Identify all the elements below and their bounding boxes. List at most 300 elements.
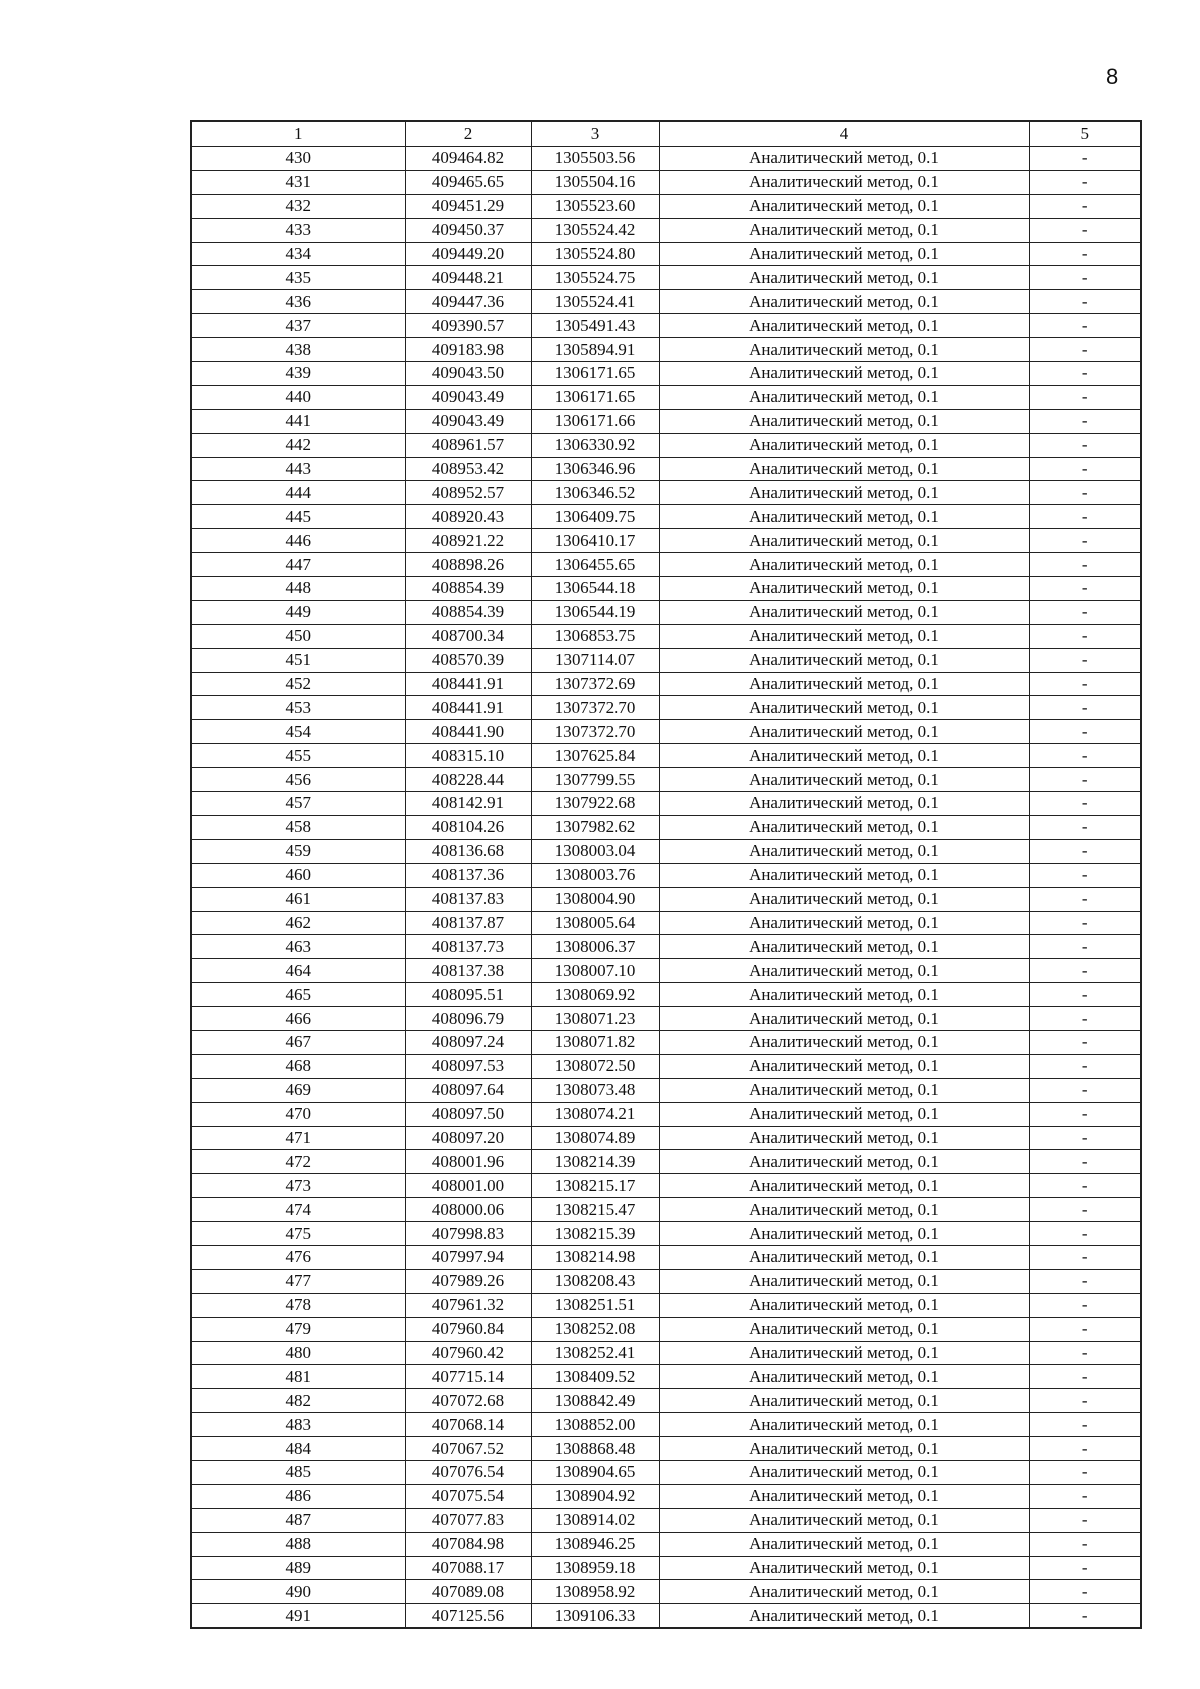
table-row xyxy=(191,1580,1141,1604)
cell-x-coordinate: 408097.20 xyxy=(405,1126,531,1150)
cell-method: Аналитический метод, 0.1 xyxy=(659,194,1029,218)
cell-y-coordinate: 1305894.91 xyxy=(531,338,659,362)
cell-y-coordinate: 1306455.65 xyxy=(531,553,659,577)
table-row xyxy=(191,170,1141,194)
cell-note: - xyxy=(1029,1532,1141,1556)
cell-x-coordinate: 408854.39 xyxy=(405,600,531,624)
cell-method: Аналитический метод, 0.1 xyxy=(659,935,1029,959)
cell-y-coordinate: 1306346.52 xyxy=(531,481,659,505)
table-row xyxy=(191,529,1141,553)
table-row xyxy=(191,1030,1141,1054)
table-row xyxy=(191,792,1141,816)
cell-method: Аналитический метод, 0.1 xyxy=(659,1269,1029,1293)
cell-y-coordinate: 1308071.23 xyxy=(531,1007,659,1031)
cell-note: - xyxy=(1029,242,1141,266)
cell-y-coordinate: 1308003.04 xyxy=(531,839,659,863)
cell-point-number: 444 xyxy=(191,481,405,505)
cell-method: Аналитический метод, 0.1 xyxy=(659,672,1029,696)
cell-x-coordinate: 407715.14 xyxy=(405,1365,531,1389)
cell-note: - xyxy=(1029,505,1141,529)
cell-note: - xyxy=(1029,1078,1141,1102)
cell-point-number: 480 xyxy=(191,1341,405,1365)
table-row xyxy=(191,242,1141,266)
cell-point-number: 481 xyxy=(191,1365,405,1389)
cell-point-number: 450 xyxy=(191,624,405,648)
cell-note: - xyxy=(1029,1437,1141,1461)
page-number: 8 xyxy=(1106,64,1119,89)
cell-method: Аналитический метод, 0.1 xyxy=(659,648,1029,672)
cell-y-coordinate: 1308214.39 xyxy=(531,1150,659,1174)
cell-method: Аналитический метод, 0.1 xyxy=(659,409,1029,433)
cell-note: - xyxy=(1029,362,1141,386)
cell-note: - xyxy=(1029,1580,1141,1604)
cell-y-coordinate: 1308069.92 xyxy=(531,983,659,1007)
cell-point-number: 467 xyxy=(191,1030,405,1054)
cell-x-coordinate: 408137.38 xyxy=(405,959,531,983)
table-row xyxy=(191,624,1141,648)
cell-point-number: 473 xyxy=(191,1174,405,1198)
table-row xyxy=(191,457,1141,481)
cell-method: Аналитический метод, 0.1 xyxy=(659,1054,1029,1078)
table-row xyxy=(191,409,1141,433)
cell-x-coordinate: 408921.22 xyxy=(405,529,531,553)
cell-y-coordinate: 1307114.07 xyxy=(531,648,659,672)
cell-method: Аналитический метод, 0.1 xyxy=(659,1007,1029,1031)
cell-note: - xyxy=(1029,314,1141,338)
cell-point-number: 441 xyxy=(191,409,405,433)
cell-point-number: 440 xyxy=(191,385,405,409)
cell-note: - xyxy=(1029,1174,1141,1198)
cell-y-coordinate: 1305524.42 xyxy=(531,218,659,242)
cell-x-coordinate: 408315.10 xyxy=(405,744,531,768)
cell-method: Аналитический метод, 0.1 xyxy=(659,505,1029,529)
cell-x-coordinate: 409183.98 xyxy=(405,338,531,362)
cell-note: - xyxy=(1029,529,1141,553)
cell-x-coordinate: 407989.26 xyxy=(405,1269,531,1293)
cell-y-coordinate: 1308074.21 xyxy=(531,1102,659,1126)
cell-method: Аналитический метод, 0.1 xyxy=(659,290,1029,314)
cell-point-number: 461 xyxy=(191,887,405,911)
cell-note: - xyxy=(1029,887,1141,911)
cell-method: Аналитический метод, 0.1 xyxy=(659,218,1029,242)
cell-x-coordinate: 408228.44 xyxy=(405,768,531,792)
cell-x-coordinate: 409464.82 xyxy=(405,147,531,171)
cell-note: - xyxy=(1029,1054,1141,1078)
cell-y-coordinate: 1305503.56 xyxy=(531,147,659,171)
cell-y-coordinate: 1306853.75 xyxy=(531,624,659,648)
cell-note: - xyxy=(1029,696,1141,720)
cell-y-coordinate: 1308959.18 xyxy=(531,1556,659,1580)
cell-method: Аналитический метод, 0.1 xyxy=(659,1341,1029,1365)
table-row xyxy=(191,1508,1141,1532)
cell-note: - xyxy=(1029,1102,1141,1126)
cell-point-number: 486 xyxy=(191,1484,405,1508)
cell-y-coordinate: 1306330.92 xyxy=(531,433,659,457)
table-row xyxy=(191,839,1141,863)
cell-x-coordinate: 407089.08 xyxy=(405,1580,531,1604)
table-row xyxy=(191,815,1141,839)
cell-note: - xyxy=(1029,147,1141,171)
table-row xyxy=(191,1078,1141,1102)
table-row xyxy=(191,1484,1141,1508)
cell-note: - xyxy=(1029,744,1141,768)
cell-note: - xyxy=(1029,218,1141,242)
cell-point-number: 455 xyxy=(191,744,405,768)
cell-point-number: 471 xyxy=(191,1126,405,1150)
cell-point-number: 483 xyxy=(191,1413,405,1437)
header-y-coordinate: 3 xyxy=(531,121,659,147)
table-row xyxy=(191,672,1141,696)
cell-note: - xyxy=(1029,1365,1141,1389)
cell-y-coordinate: 1306544.19 xyxy=(531,600,659,624)
table-row xyxy=(191,1150,1141,1174)
cell-y-coordinate: 1308071.82 xyxy=(531,1030,659,1054)
cell-x-coordinate: 408097.53 xyxy=(405,1054,531,1078)
cell-y-coordinate: 1308003.76 xyxy=(531,863,659,887)
cell-method: Аналитический метод, 0.1 xyxy=(659,553,1029,577)
cell-method: Аналитический метод, 0.1 xyxy=(659,815,1029,839)
cell-method: Аналитический метод, 0.1 xyxy=(659,338,1029,362)
cell-y-coordinate: 1308904.65 xyxy=(531,1460,659,1484)
cell-note: - xyxy=(1029,672,1141,696)
cell-method: Аналитический метод, 0.1 xyxy=(659,433,1029,457)
cell-x-coordinate: 407125.56 xyxy=(405,1604,531,1628)
cell-x-coordinate: 408570.39 xyxy=(405,648,531,672)
table-row xyxy=(191,314,1141,338)
cell-note: - xyxy=(1029,1460,1141,1484)
cell-x-coordinate: 409451.29 xyxy=(405,194,531,218)
cell-x-coordinate: 407072.68 xyxy=(405,1389,531,1413)
cell-x-coordinate: 408441.90 xyxy=(405,720,531,744)
cell-y-coordinate: 1308958.92 xyxy=(531,1580,659,1604)
cell-method: Аналитический метод, 0.1 xyxy=(659,744,1029,768)
table-row xyxy=(191,266,1141,290)
table-row xyxy=(191,600,1141,624)
cell-y-coordinate: 1307799.55 xyxy=(531,768,659,792)
table-row xyxy=(191,1317,1141,1341)
cell-point-number: 459 xyxy=(191,839,405,863)
cell-point-number: 449 xyxy=(191,600,405,624)
cell-method: Аналитический метод, 0.1 xyxy=(659,1556,1029,1580)
table-row xyxy=(191,218,1141,242)
cell-method: Аналитический метод, 0.1 xyxy=(659,242,1029,266)
cell-y-coordinate: 1308914.02 xyxy=(531,1508,659,1532)
cell-point-number: 445 xyxy=(191,505,405,529)
cell-note: - xyxy=(1029,1389,1141,1413)
cell-y-coordinate: 1306409.75 xyxy=(531,505,659,529)
cell-x-coordinate: 408953.42 xyxy=(405,457,531,481)
cell-point-number: 487 xyxy=(191,1508,405,1532)
cell-y-coordinate: 1308005.64 xyxy=(531,911,659,935)
cell-point-number: 484 xyxy=(191,1437,405,1461)
table-row xyxy=(191,744,1141,768)
cell-method: Аналитический метод, 0.1 xyxy=(659,1460,1029,1484)
header-note: 5 xyxy=(1029,121,1141,147)
cell-point-number: 490 xyxy=(191,1580,405,1604)
cell-method: Аналитический метод, 0.1 xyxy=(659,792,1029,816)
cell-x-coordinate: 408095.51 xyxy=(405,983,531,1007)
cell-point-number: 468 xyxy=(191,1054,405,1078)
cell-x-coordinate: 407088.17 xyxy=(405,1556,531,1580)
table-row xyxy=(191,1460,1141,1484)
cell-y-coordinate: 1307372.70 xyxy=(531,696,659,720)
cell-note: - xyxy=(1029,935,1141,959)
cell-note: - xyxy=(1029,1269,1141,1293)
cell-x-coordinate: 407998.83 xyxy=(405,1222,531,1246)
cell-method: Аналитический метод, 0.1 xyxy=(659,1150,1029,1174)
cell-y-coordinate: 1306171.65 xyxy=(531,385,659,409)
cell-x-coordinate: 408001.96 xyxy=(405,1150,531,1174)
cell-x-coordinate: 407076.54 xyxy=(405,1460,531,1484)
cell-method: Аналитический метод, 0.1 xyxy=(659,1508,1029,1532)
cell-point-number: 434 xyxy=(191,242,405,266)
cell-method: Аналитический метод, 0.1 xyxy=(659,887,1029,911)
cell-method: Аналитический метод, 0.1 xyxy=(659,577,1029,601)
cell-x-coordinate: 408136.68 xyxy=(405,839,531,863)
cell-x-coordinate: 408441.91 xyxy=(405,672,531,696)
cell-y-coordinate: 1307372.69 xyxy=(531,672,659,696)
cell-x-coordinate: 408096.79 xyxy=(405,1007,531,1031)
cell-y-coordinate: 1306171.66 xyxy=(531,409,659,433)
cell-y-coordinate: 1307625.84 xyxy=(531,744,659,768)
cell-method: Аналитический метод, 0.1 xyxy=(659,1365,1029,1389)
cell-point-number: 447 xyxy=(191,553,405,577)
table-header-row xyxy=(191,121,1141,147)
cell-x-coordinate: 407075.54 xyxy=(405,1484,531,1508)
cell-x-coordinate: 408898.26 xyxy=(405,553,531,577)
cell-x-coordinate: 408920.43 xyxy=(405,505,531,529)
cell-y-coordinate: 1308215.47 xyxy=(531,1198,659,1222)
cell-point-number: 432 xyxy=(191,194,405,218)
cell-y-coordinate: 1308215.39 xyxy=(531,1222,659,1246)
cell-method: Аналитический метод, 0.1 xyxy=(659,385,1029,409)
cell-method: Аналитический метод, 0.1 xyxy=(659,1245,1029,1269)
cell-y-coordinate: 1308252.41 xyxy=(531,1341,659,1365)
cell-point-number: 431 xyxy=(191,170,405,194)
cell-y-coordinate: 1305524.80 xyxy=(531,242,659,266)
cell-note: - xyxy=(1029,1604,1141,1628)
cell-y-coordinate: 1305524.75 xyxy=(531,266,659,290)
cell-method: Аналитический метод, 0.1 xyxy=(659,839,1029,863)
table-row xyxy=(191,648,1141,672)
cell-y-coordinate: 1306544.18 xyxy=(531,577,659,601)
cell-note: - xyxy=(1029,1150,1141,1174)
cell-x-coordinate: 408137.36 xyxy=(405,863,531,887)
cell-x-coordinate: 408097.64 xyxy=(405,1078,531,1102)
cell-note: - xyxy=(1029,959,1141,983)
table-row xyxy=(191,1389,1141,1413)
cell-point-number: 446 xyxy=(191,529,405,553)
cell-x-coordinate: 407997.94 xyxy=(405,1245,531,1269)
cell-method: Аналитический метод, 0.1 xyxy=(659,266,1029,290)
cell-point-number: 475 xyxy=(191,1222,405,1246)
cell-y-coordinate: 1308073.48 xyxy=(531,1078,659,1102)
table-row xyxy=(191,194,1141,218)
cell-y-coordinate: 1308006.37 xyxy=(531,935,659,959)
cell-point-number: 472 xyxy=(191,1150,405,1174)
cell-note: - xyxy=(1029,1556,1141,1580)
cell-x-coordinate: 409043.50 xyxy=(405,362,531,386)
table-row xyxy=(191,362,1141,386)
cell-point-number: 488 xyxy=(191,1532,405,1556)
cell-point-number: 457 xyxy=(191,792,405,816)
cell-note: - xyxy=(1029,194,1141,218)
table-body xyxy=(191,147,1141,1629)
cell-x-coordinate: 407084.98 xyxy=(405,1532,531,1556)
table-row xyxy=(191,935,1141,959)
cell-method: Аналитический метод, 0.1 xyxy=(659,1126,1029,1150)
cell-note: - xyxy=(1029,1341,1141,1365)
cell-point-number: 470 xyxy=(191,1102,405,1126)
table-row xyxy=(191,1007,1141,1031)
cell-note: - xyxy=(1029,1484,1141,1508)
cell-point-number: 482 xyxy=(191,1389,405,1413)
cell-y-coordinate: 1305523.60 xyxy=(531,194,659,218)
cell-point-number: 462 xyxy=(191,911,405,935)
cell-x-coordinate: 407960.84 xyxy=(405,1317,531,1341)
table-row xyxy=(191,911,1141,935)
cell-x-coordinate: 409390.57 xyxy=(405,314,531,338)
cell-point-number: 485 xyxy=(191,1460,405,1484)
cell-y-coordinate: 1308409.52 xyxy=(531,1365,659,1389)
cell-y-coordinate: 1309106.33 xyxy=(531,1604,659,1628)
table-row xyxy=(191,1413,1141,1437)
cell-method: Аналитический метод, 0.1 xyxy=(659,170,1029,194)
cell-note: - xyxy=(1029,1030,1141,1054)
cell-note: - xyxy=(1029,863,1141,887)
cell-method: Аналитический метод, 0.1 xyxy=(659,147,1029,171)
cell-method: Аналитический метод, 0.1 xyxy=(659,624,1029,648)
cell-note: - xyxy=(1029,720,1141,744)
table-row xyxy=(191,959,1141,983)
cell-y-coordinate: 1307922.68 xyxy=(531,792,659,816)
cell-x-coordinate: 409465.65 xyxy=(405,170,531,194)
table-row xyxy=(191,720,1141,744)
cell-x-coordinate: 408000.06 xyxy=(405,1198,531,1222)
cell-point-number: 443 xyxy=(191,457,405,481)
table-row xyxy=(191,433,1141,457)
cell-note: - xyxy=(1029,1198,1141,1222)
table-row xyxy=(191,577,1141,601)
cell-note: - xyxy=(1029,600,1141,624)
cell-method: Аналитический метод, 0.1 xyxy=(659,1437,1029,1461)
cell-point-number: 465 xyxy=(191,983,405,1007)
cell-y-coordinate: 1308214.98 xyxy=(531,1245,659,1269)
cell-note: - xyxy=(1029,457,1141,481)
cell-x-coordinate: 407077.83 xyxy=(405,1508,531,1532)
cell-method: Аналитический метод, 0.1 xyxy=(659,457,1029,481)
cell-x-coordinate: 409447.36 xyxy=(405,290,531,314)
cell-point-number: 479 xyxy=(191,1317,405,1341)
cell-note: - xyxy=(1029,1293,1141,1317)
table-row xyxy=(191,1437,1141,1461)
cell-x-coordinate: 407067.52 xyxy=(405,1437,531,1461)
cell-note: - xyxy=(1029,481,1141,505)
cell-method: Аналитический метод, 0.1 xyxy=(659,1413,1029,1437)
cell-x-coordinate: 408961.57 xyxy=(405,433,531,457)
cell-y-coordinate: 1308215.17 xyxy=(531,1174,659,1198)
table-row xyxy=(191,1293,1141,1317)
cell-point-number: 460 xyxy=(191,863,405,887)
cell-x-coordinate: 408104.26 xyxy=(405,815,531,839)
cell-y-coordinate: 1308252.08 xyxy=(531,1317,659,1341)
cell-method: Аналитический метод, 0.1 xyxy=(659,1222,1029,1246)
cell-point-number: 458 xyxy=(191,815,405,839)
table-row xyxy=(191,1604,1141,1628)
cell-point-number: 436 xyxy=(191,290,405,314)
cell-point-number: 464 xyxy=(191,959,405,983)
cell-y-coordinate: 1308007.10 xyxy=(531,959,659,983)
table-row xyxy=(191,505,1141,529)
table-row xyxy=(191,887,1141,911)
cell-x-coordinate: 408142.91 xyxy=(405,792,531,816)
cell-method: Аналитический метод, 0.1 xyxy=(659,959,1029,983)
cell-x-coordinate: 408441.91 xyxy=(405,696,531,720)
cell-point-number: 454 xyxy=(191,720,405,744)
table-row xyxy=(191,1269,1141,1293)
cell-method: Аналитический метод, 0.1 xyxy=(659,1102,1029,1126)
cell-y-coordinate: 1308072.50 xyxy=(531,1054,659,1078)
cell-y-coordinate: 1308852.00 xyxy=(531,1413,659,1437)
cell-y-coordinate: 1305504.16 xyxy=(531,170,659,194)
cell-note: - xyxy=(1029,1222,1141,1246)
cell-point-number: 430 xyxy=(191,147,405,171)
cell-method: Аналитический метод, 0.1 xyxy=(659,1293,1029,1317)
cell-y-coordinate: 1307372.70 xyxy=(531,720,659,744)
cell-note: - xyxy=(1029,1508,1141,1532)
cell-note: - xyxy=(1029,577,1141,601)
table-row xyxy=(191,481,1141,505)
cell-note: - xyxy=(1029,648,1141,672)
table-row xyxy=(191,290,1141,314)
cell-x-coordinate: 408854.39 xyxy=(405,577,531,601)
cell-point-number: 437 xyxy=(191,314,405,338)
cell-point-number: 439 xyxy=(191,362,405,386)
cell-method: Аналитический метод, 0.1 xyxy=(659,1532,1029,1556)
cell-x-coordinate: 408700.34 xyxy=(405,624,531,648)
table-row xyxy=(191,1222,1141,1246)
cell-x-coordinate: 408097.24 xyxy=(405,1030,531,1054)
cell-point-number: 477 xyxy=(191,1269,405,1293)
table-row xyxy=(191,696,1141,720)
cell-y-coordinate: 1308868.48 xyxy=(531,1437,659,1461)
cell-note: - xyxy=(1029,385,1141,409)
cell-method: Аналитический метод, 0.1 xyxy=(659,696,1029,720)
cell-note: - xyxy=(1029,1413,1141,1437)
cell-note: - xyxy=(1029,911,1141,935)
cell-y-coordinate: 1306171.65 xyxy=(531,362,659,386)
cell-point-number: 469 xyxy=(191,1078,405,1102)
cell-method: Аналитический метод, 0.1 xyxy=(659,983,1029,1007)
cell-method: Аналитический метод, 0.1 xyxy=(659,362,1029,386)
table-row xyxy=(191,1532,1141,1556)
cell-point-number: 453 xyxy=(191,696,405,720)
table-row xyxy=(191,1341,1141,1365)
cell-y-coordinate: 1308004.90 xyxy=(531,887,659,911)
header-x-coordinate: 2 xyxy=(405,121,531,147)
cell-x-coordinate: 409448.21 xyxy=(405,266,531,290)
cell-point-number: 452 xyxy=(191,672,405,696)
table-row xyxy=(191,1174,1141,1198)
cell-method: Аналитический метод, 0.1 xyxy=(659,1580,1029,1604)
table-row xyxy=(191,1054,1141,1078)
header-point-number: 1 xyxy=(191,121,405,147)
cell-y-coordinate: 1308842.49 xyxy=(531,1389,659,1413)
cell-note: - xyxy=(1029,1317,1141,1341)
cell-method: Аналитический метод, 0.1 xyxy=(659,768,1029,792)
table-row xyxy=(191,385,1141,409)
table-row xyxy=(191,1365,1141,1389)
